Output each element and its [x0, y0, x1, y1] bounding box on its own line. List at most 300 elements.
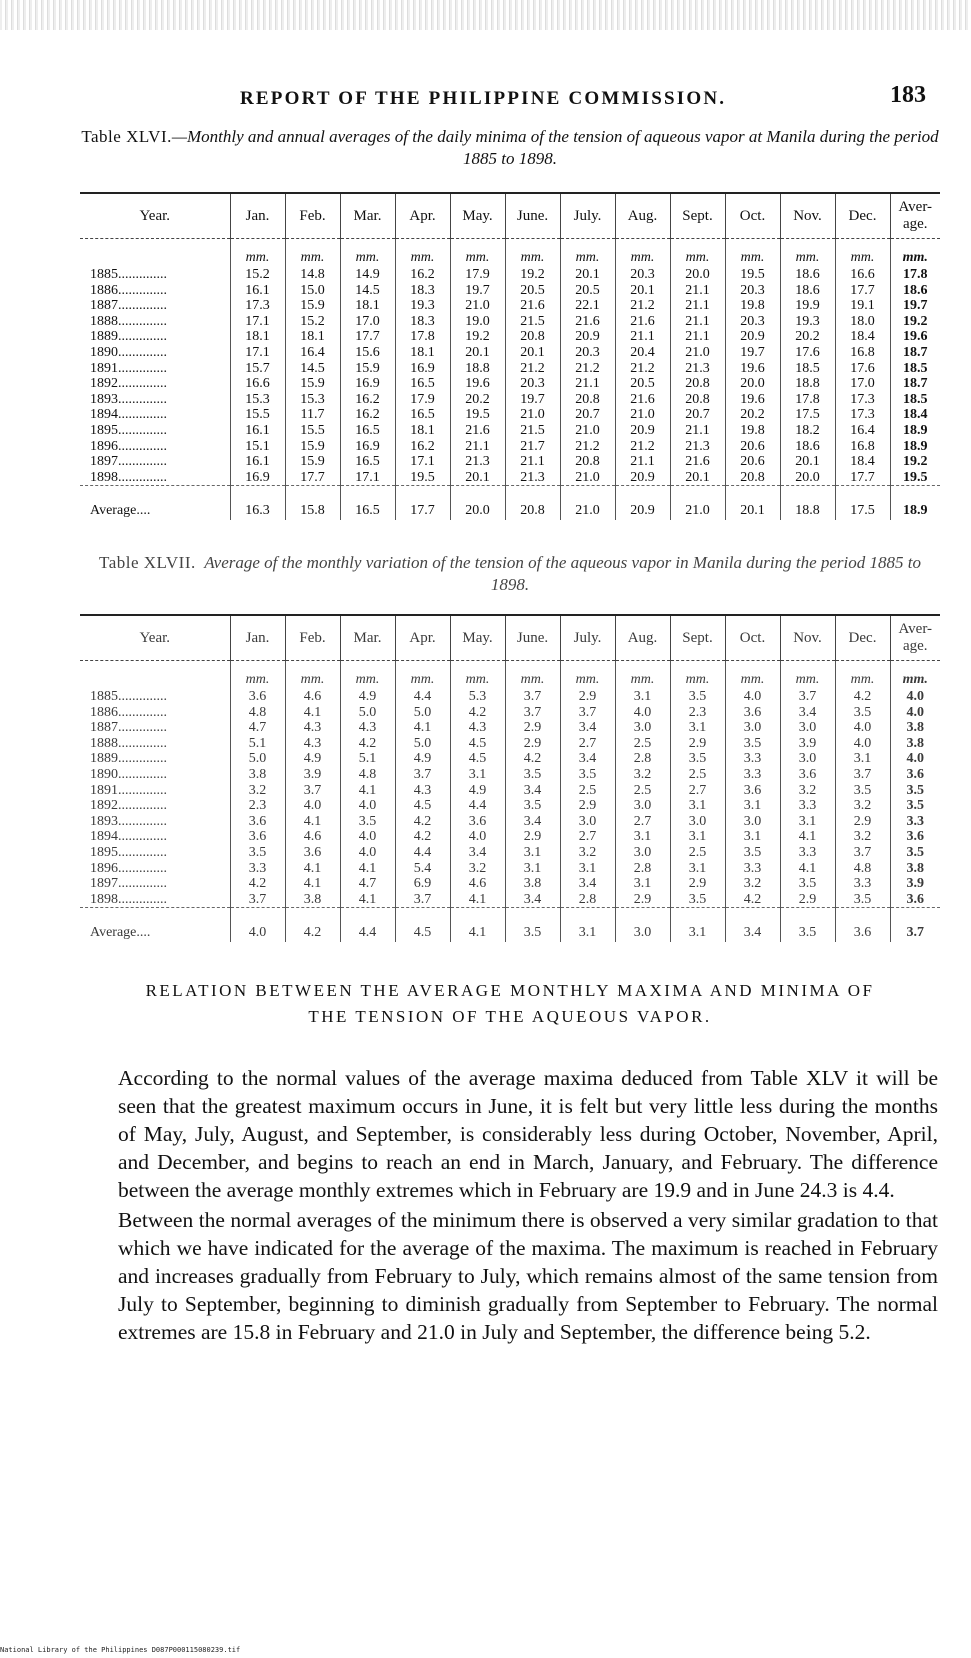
- table-cell: 4.0: [835, 720, 890, 736]
- table-row: [80, 283, 940, 299]
- table-cell: 2.5: [670, 845, 725, 861]
- table-cell: 4.2: [395, 814, 450, 830]
- table-cell: 4.2: [230, 876, 285, 892]
- table-cell: 17.6: [780, 345, 835, 361]
- table-cell: 3.5: [890, 845, 940, 861]
- table-cell: 15.0: [285, 283, 340, 299]
- table-row: [80, 267, 940, 283]
- table-cell: 19.9: [780, 298, 835, 314]
- table-row: [80, 298, 940, 314]
- column-header: Mar.: [340, 615, 395, 661]
- table-cell: 3.1: [725, 829, 780, 845]
- table-cell: 3.4: [560, 720, 615, 736]
- table-cell: 4.9: [340, 689, 395, 705]
- table-cell: 17.7: [395, 486, 450, 521]
- table-cell: 4.2: [395, 829, 450, 845]
- column-header: July.: [560, 615, 615, 661]
- table-cell: 14.8: [285, 267, 340, 283]
- table-cell: mm.: [340, 239, 395, 268]
- table-cell: 18.3: [395, 314, 450, 330]
- table-cell: 3.7: [835, 767, 890, 783]
- table-cell: mm.: [890, 239, 940, 268]
- table-cell: 17.7: [285, 470, 340, 486]
- table2-label: Table XLVII.: [99, 553, 196, 572]
- table-cell: 17.0: [340, 314, 395, 330]
- table-cell: 20.0: [670, 267, 725, 283]
- table-cell: mm.: [395, 239, 450, 268]
- row-label: 1895..............: [90, 844, 167, 860]
- table-cell: 3.7: [395, 892, 450, 908]
- table-cell: mm.: [450, 661, 505, 690]
- table-cell: 5.4: [395, 861, 450, 877]
- row-label: 1887..............: [90, 720, 167, 736]
- row-label: Average....: [80, 908, 230, 943]
- table-cell: 21.2: [615, 439, 670, 455]
- table-cell: 21.2: [560, 361, 615, 377]
- table1-label: Table XLVI.: [81, 127, 172, 146]
- table-cell: 2.7: [560, 829, 615, 845]
- table-cell: 19.5: [890, 470, 940, 486]
- table-cell: 19.2: [890, 454, 940, 470]
- table-cell: 2.7: [670, 783, 725, 799]
- table-cell: 18.7: [890, 376, 940, 392]
- table-cell: 3.5: [670, 892, 725, 908]
- table-cell: 3.1: [615, 829, 670, 845]
- row-label: 1890..............: [90, 766, 167, 782]
- table-cell: 3.1: [615, 876, 670, 892]
- column-header: Dec.: [835, 615, 890, 661]
- table-cell: 16.4: [285, 345, 340, 361]
- table-row: [80, 705, 940, 721]
- table-cell: 21.3: [450, 454, 505, 470]
- table-cell: 20.5: [615, 376, 670, 392]
- table-cell: 21.1: [670, 329, 725, 345]
- table-cell: 3.7: [560, 705, 615, 721]
- table-cell: 3.2: [230, 783, 285, 799]
- row-label: 1891..............: [90, 782, 167, 798]
- table-cell: 15.9: [285, 376, 340, 392]
- table-cell: 3.5: [670, 689, 725, 705]
- table-cell: 3.0: [615, 908, 670, 943]
- table-cell: 5.0: [395, 736, 450, 752]
- table-cell: 18.6: [780, 267, 835, 283]
- table-row: [80, 876, 940, 892]
- table-cell: 3.1: [780, 814, 835, 830]
- table-cell: 3.5: [835, 783, 890, 799]
- table-cell: mm.: [615, 661, 670, 690]
- column-header: Aver-age.: [890, 615, 940, 661]
- row-label: 1892..............: [90, 798, 167, 814]
- table-cell: 3.6: [285, 845, 340, 861]
- table-cell: 3.9: [890, 876, 940, 892]
- table-cell: 17.9: [395, 392, 450, 408]
- column-header: Apr.: [395, 193, 450, 239]
- table-cell: 15.9: [285, 454, 340, 470]
- table-cell: mm.: [725, 239, 780, 268]
- column-header: Aver-age.: [890, 193, 940, 239]
- table-cell: 16.1: [230, 423, 285, 439]
- table-cell: 14.5: [285, 361, 340, 377]
- table-cell: mm.: [230, 661, 285, 690]
- table-cell: 4.1: [285, 705, 340, 721]
- table-cell: 4.1: [450, 892, 505, 908]
- table-cell: 16.5: [340, 454, 395, 470]
- table-cell: 3.8: [230, 767, 285, 783]
- table-cell: 20.1: [560, 267, 615, 283]
- column-header: Jan.: [230, 615, 285, 661]
- table-cell: 4.2: [505, 751, 560, 767]
- table-cell: 4.1: [285, 876, 340, 892]
- table-cell: 16.4: [835, 423, 890, 439]
- table-cell: 20.1: [450, 470, 505, 486]
- row-label: 1885..............: [90, 267, 167, 282]
- table-cell: 16.9: [395, 361, 450, 377]
- table-cell: 3.8: [505, 876, 560, 892]
- table-cell: 19.2: [890, 314, 940, 330]
- table-cell: 4.4: [340, 908, 395, 943]
- table2-variation: [80, 614, 940, 942]
- table-cell: 3.5: [505, 908, 560, 943]
- table-cell: mm.: [230, 239, 285, 268]
- table-cell: 22.1: [560, 298, 615, 314]
- table-cell: 3.8: [890, 736, 940, 752]
- row-label: [80, 661, 230, 690]
- table-row: [80, 892, 940, 908]
- table-cell: 4.0: [450, 829, 505, 845]
- column-header: Dec.: [835, 193, 890, 239]
- table-cell: 3.1: [725, 798, 780, 814]
- table-cell: 21.0: [560, 486, 615, 521]
- table-cell: 19.0: [450, 314, 505, 330]
- row-label: 1887..............: [90, 298, 167, 314]
- table-cell: 3.2: [615, 767, 670, 783]
- table-cell: 3.1: [505, 845, 560, 861]
- table-cell: 18.5: [890, 392, 940, 408]
- table-cell: 17.5: [780, 407, 835, 423]
- table-cell: 15.8: [285, 486, 340, 521]
- table-cell: 21.1: [505, 454, 560, 470]
- table-cell: 15.1: [230, 439, 285, 455]
- table-cell: 3.4: [450, 845, 505, 861]
- table-cell: 4.3: [450, 720, 505, 736]
- table-cell: 3.5: [725, 845, 780, 861]
- table-cell: 2.3: [230, 798, 285, 814]
- table-cell: mm.: [835, 661, 890, 690]
- table-cell: 14.9: [340, 267, 395, 283]
- table-cell: 16.5: [340, 486, 395, 521]
- table-cell: 21.2: [560, 439, 615, 455]
- table-cell: 4.6: [450, 876, 505, 892]
- table-cell: 18.9: [890, 486, 940, 521]
- table-cell: 4.9: [450, 783, 505, 799]
- table-cell: mm.: [450, 239, 505, 268]
- column-header: Feb.: [285, 615, 340, 661]
- table-cell: 2.7: [615, 814, 670, 830]
- table-cell: mm.: [285, 239, 340, 268]
- table-cell: 18.7: [890, 345, 940, 361]
- table-cell: 21.1: [560, 376, 615, 392]
- table-row: [80, 720, 940, 736]
- table-cell: 3.2: [835, 829, 890, 845]
- table-row: [80, 736, 940, 752]
- table-cell: 21.1: [450, 439, 505, 455]
- table-cell: 6.9: [395, 876, 450, 892]
- table-cell: 18.5: [780, 361, 835, 377]
- column-header: Feb.: [285, 193, 340, 239]
- table-cell: 19.3: [780, 314, 835, 330]
- table-cell: 3.2: [835, 798, 890, 814]
- table-cell: 4.3: [340, 720, 395, 736]
- table-cell: 4.0: [285, 798, 340, 814]
- table-cell: 21.1: [615, 329, 670, 345]
- table-cell: 3.6: [725, 783, 780, 799]
- table-cell: 5.3: [450, 689, 505, 705]
- table-cell: 3.5: [835, 892, 890, 908]
- table-cell: 3.4: [505, 892, 560, 908]
- table-cell: 18.4: [835, 329, 890, 345]
- table-cell: 19.7: [505, 392, 560, 408]
- table-cell: 20.7: [560, 407, 615, 423]
- table-cell: 3.5: [670, 751, 725, 767]
- table-cell: 2.5: [560, 783, 615, 799]
- table-cell: 20.1: [780, 454, 835, 470]
- table-cell: 18.4: [835, 454, 890, 470]
- table-cell: 16.9: [230, 470, 285, 486]
- table-cell: 2.9: [615, 892, 670, 908]
- table-cell: 3.4: [780, 705, 835, 721]
- table-cell: 18.1: [340, 298, 395, 314]
- table-cell: 3.4: [505, 783, 560, 799]
- table-cell: 3.7: [780, 689, 835, 705]
- scan-edge-noise: [0, 0, 971, 30]
- table-cell: 2.8: [615, 861, 670, 877]
- table-cell: 4.0: [835, 736, 890, 752]
- table-cell: mm.: [780, 661, 835, 690]
- table-cell: 3.6: [230, 689, 285, 705]
- page-header: [0, 76, 971, 116]
- table-cell: 4.0: [890, 705, 940, 721]
- table-cell: 3.3: [835, 876, 890, 892]
- table-cell: 17.3: [230, 298, 285, 314]
- table-cell: 4.1: [340, 861, 395, 877]
- table-cell: 19.6: [725, 361, 780, 377]
- table-row: [80, 423, 940, 439]
- table-cell: 3.4: [505, 814, 560, 830]
- table-row: [80, 376, 940, 392]
- table-cell: 2.9: [560, 798, 615, 814]
- table-cell: 2.9: [505, 736, 560, 752]
- table-cell: 21.6: [615, 314, 670, 330]
- table-cell: 2.9: [505, 720, 560, 736]
- table-row: [80, 814, 940, 830]
- table-cell: 18.8: [780, 376, 835, 392]
- table-cell: 3.8: [285, 892, 340, 908]
- table-cell: 19.5: [395, 470, 450, 486]
- table-cell: 16.2: [395, 439, 450, 455]
- row-label: Average....: [80, 486, 230, 521]
- table-cell: 3.6: [230, 814, 285, 830]
- table-cell: 2.9: [560, 689, 615, 705]
- table-cell: 20.9: [615, 423, 670, 439]
- table-cell: 3.4: [560, 751, 615, 767]
- table-cell: 20.8: [725, 470, 780, 486]
- table-cell: 3.5: [505, 798, 560, 814]
- table-cell: 21.0: [450, 298, 505, 314]
- table-cell: 4.1: [285, 861, 340, 877]
- table-cell: 17.1: [395, 454, 450, 470]
- table-cell: 4.1: [340, 892, 395, 908]
- table-cell: 16.5: [340, 423, 395, 439]
- table-cell: 15.5: [230, 407, 285, 423]
- row-label: 1888..............: [90, 313, 167, 329]
- table-cell: 20.1: [725, 486, 780, 521]
- table-cell: 16.9: [340, 439, 395, 455]
- table-cell: 18.0: [835, 314, 890, 330]
- table-cell: 3.6: [890, 767, 940, 783]
- table-cell: 16.5: [395, 376, 450, 392]
- table-cell: 4.0: [890, 689, 940, 705]
- table-cell: 3.3: [725, 861, 780, 877]
- row-label: 1885..............: [90, 689, 167, 704]
- table-cell: 15.9: [285, 439, 340, 455]
- table-cell: 20.1: [670, 470, 725, 486]
- table-cell: 19.7: [890, 298, 940, 314]
- table-cell: 16.1: [230, 283, 285, 299]
- table-cell: 18.6: [890, 283, 940, 299]
- table-cell: 4.3: [285, 720, 340, 736]
- table-row: [80, 767, 940, 783]
- table-cell: 21.6: [505, 298, 560, 314]
- row-label: 1898..............: [90, 891, 167, 907]
- table-cell: 20.8: [505, 329, 560, 345]
- table-cell: 3.1: [670, 861, 725, 877]
- table-cell: 4.9: [285, 751, 340, 767]
- row-label: 1896..............: [90, 860, 167, 876]
- table-cell: 3.5: [835, 705, 890, 721]
- table-cell: 15.2: [285, 314, 340, 330]
- table-cell: 20.9: [560, 329, 615, 345]
- table-cell: 20.7: [670, 407, 725, 423]
- table-cell: 14.5: [340, 283, 395, 299]
- table-cell: 5.0: [340, 705, 395, 721]
- table-cell: 20.1: [615, 283, 670, 299]
- table-cell: 21.0: [560, 470, 615, 486]
- table-cell: 4.3: [285, 736, 340, 752]
- table-cell: 21.0: [615, 407, 670, 423]
- table-cell: 16.2: [340, 407, 395, 423]
- table-cell: 4.7: [340, 876, 395, 892]
- table-cell: 3.6: [230, 829, 285, 845]
- table-row: [80, 845, 940, 861]
- table-cell: 4.2: [450, 705, 505, 721]
- units-row: [80, 239, 940, 268]
- table-cell: 2.3: [670, 705, 725, 721]
- table-cell: 16.2: [395, 267, 450, 283]
- table-cell: 2.7: [560, 736, 615, 752]
- table-cell: mm.: [340, 661, 395, 690]
- table-cell: 4.1: [285, 814, 340, 830]
- table-cell: 15.3: [230, 392, 285, 408]
- table-cell: 3.5: [505, 767, 560, 783]
- table-cell: 18.9: [890, 423, 940, 439]
- table-cell: 20.8: [670, 376, 725, 392]
- table-cell: 4.1: [780, 829, 835, 845]
- table-cell: 17.0: [835, 376, 890, 392]
- table-cell: 4.5: [395, 908, 450, 943]
- table-cell: 20.6: [725, 454, 780, 470]
- table-cell: 18.6: [780, 283, 835, 299]
- table-cell: 21.3: [670, 439, 725, 455]
- table-cell: 19.2: [505, 267, 560, 283]
- column-header: Sept.: [670, 193, 725, 239]
- table-cell: 3.6: [835, 908, 890, 943]
- table-cell: 18.3: [395, 283, 450, 299]
- table-cell: 16.2: [340, 392, 395, 408]
- table-cell: 18.9: [890, 439, 940, 455]
- table-cell: mm.: [395, 661, 450, 690]
- table-cell: 15.3: [285, 392, 340, 408]
- table-cell: 4.2: [340, 736, 395, 752]
- table-cell: 20.9: [615, 470, 670, 486]
- table-cell: 17.9: [450, 267, 505, 283]
- table-cell: 4.2: [835, 689, 890, 705]
- table-cell: 3.8: [890, 720, 940, 736]
- table-cell: 4.0: [340, 829, 395, 845]
- table-row: [80, 798, 940, 814]
- table-cell: 4.0: [340, 798, 395, 814]
- table-cell: 17.8: [890, 267, 940, 283]
- column-header: May.: [450, 193, 505, 239]
- table-cell: 20.2: [725, 407, 780, 423]
- table-cell: 3.9: [285, 767, 340, 783]
- table-cell: 17.7: [835, 470, 890, 486]
- table-cell: 4.1: [780, 861, 835, 877]
- row-label: 1897..............: [90, 454, 167, 470]
- table-cell: 3.1: [835, 751, 890, 767]
- table-cell: 20.0: [780, 470, 835, 486]
- table-cell: 3.1: [670, 829, 725, 845]
- table-cell: 4.2: [285, 908, 340, 943]
- table-cell: 4.5: [395, 798, 450, 814]
- table-cell: 19.8: [725, 298, 780, 314]
- year-column-header: Year.: [80, 193, 230, 239]
- table-cell: 15.9: [285, 298, 340, 314]
- table-cell: 11.7: [285, 407, 340, 423]
- row-label: 1897..............: [90, 876, 167, 892]
- table-cell: mm.: [285, 661, 340, 690]
- table-cell: 3.5: [890, 783, 940, 799]
- row-label: 1894..............: [90, 829, 167, 845]
- table-cell: 21.6: [560, 314, 615, 330]
- table-cell: mm.: [560, 661, 615, 690]
- table-cell: mm.: [670, 239, 725, 268]
- table-cell: mm.: [670, 661, 725, 690]
- table-cell: 3.0: [615, 720, 670, 736]
- table-cell: 4.1: [450, 908, 505, 943]
- table-cell: 16.9: [340, 376, 395, 392]
- table-cell: mm.: [835, 239, 890, 268]
- table-cell: 21.6: [670, 454, 725, 470]
- table-cell: 4.6: [285, 689, 340, 705]
- table-cell: 21.6: [450, 423, 505, 439]
- table-cell: 21.2: [615, 298, 670, 314]
- table-cell: 20.2: [780, 329, 835, 345]
- table-cell: 21.6: [615, 392, 670, 408]
- table-cell: 4.1: [395, 720, 450, 736]
- table-cell: 3.3: [725, 751, 780, 767]
- table-cell: 20.9: [615, 486, 670, 521]
- table2-header-row: [80, 615, 940, 661]
